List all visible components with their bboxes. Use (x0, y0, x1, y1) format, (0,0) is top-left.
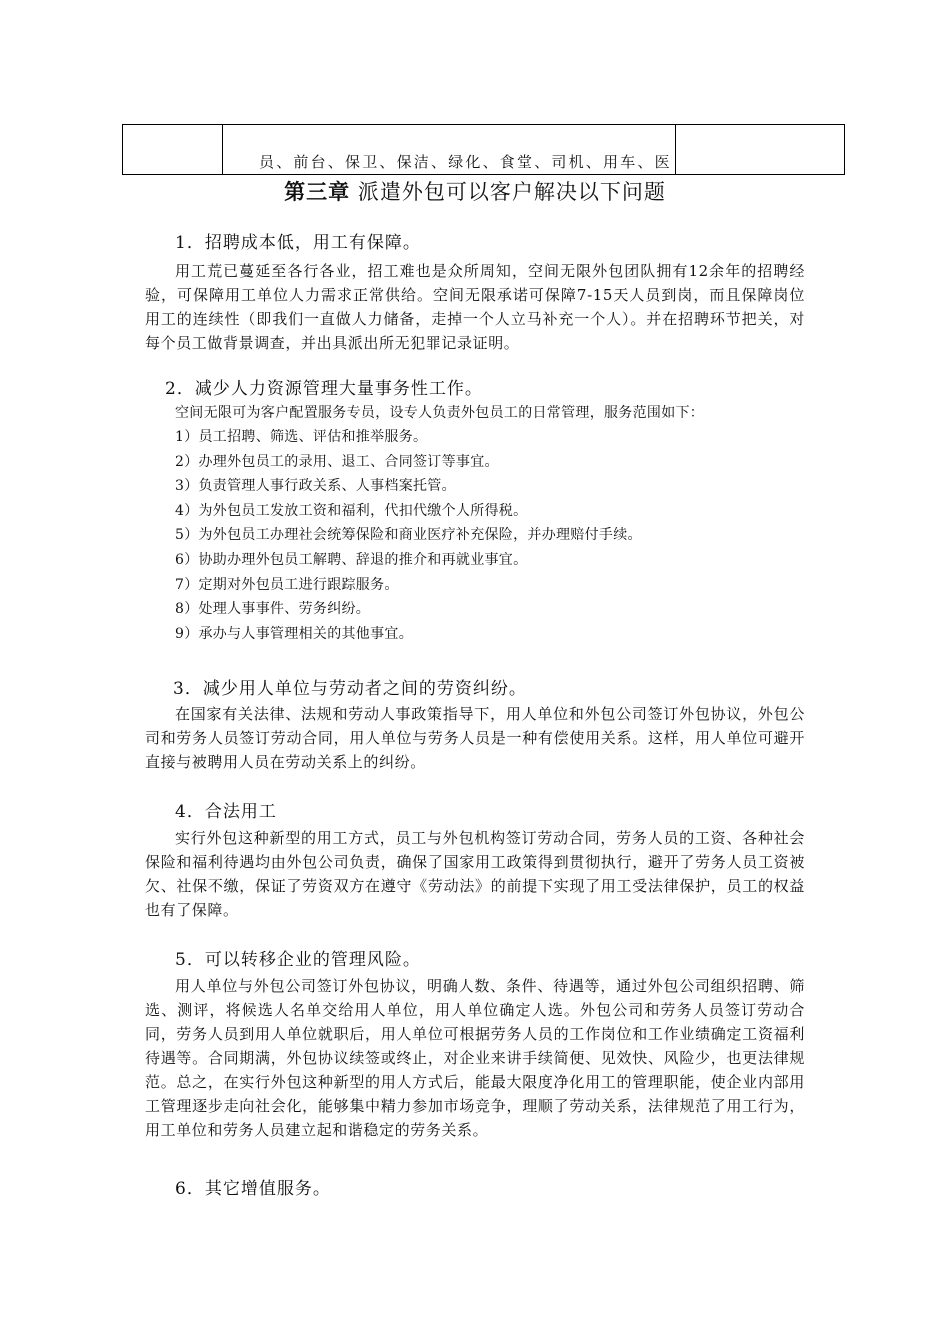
chapter-number: 第三章 (284, 179, 351, 204)
section-3 (145, 674, 805, 774)
section-4 (145, 797, 805, 922)
list-item: 1）员工招聘、筛选、评估和推举服务。 (175, 429, 428, 445)
list-item: 6）协助办理外包员工解聘、辞退的推介和再就业事宜。 (175, 551, 528, 568)
section-body: 用工荒已蔓延至各行各业，招工难也是众所周知，空间无限外包团队拥有12余年的招聘经验，可保障用工单位人力需求正常供给。空间无限承诺可保障7-15天人员到岗，而且保障岗位用工的连续性（即我们一直做人力储备，走掉一个人立马补充一个人）。并在招聘环节把关，对每个员工做背景调查，并出具派出所无犯罪记录证明。 (145, 262, 805, 352)
section-1 (145, 228, 805, 355)
chapter-heading (0, 176, 950, 206)
table-cell-left (123, 125, 223, 174)
list-item: 2）办理外包员工的录用、退工、合同签订等事宜。 (175, 453, 499, 470)
list-item: 8）处理人事事件、劳务纠纷。 (175, 601, 371, 618)
list-item: 9）承办与人事管理相关的其他事宜。 (175, 625, 414, 642)
list-item: 4）为外包员工发放工资和福利，代扣代缴个人所得税。 (175, 502, 528, 519)
section-intro: 空间无限可为客户配置服务专员，设专人负责外包员工的日常管理，服务范围如下： (175, 405, 705, 421)
table-cell-text: 员、前台、保卫、保洁、绿化、食堂、司机、用车、医 (259, 153, 672, 171)
section-6 (145, 1174, 805, 1199)
service-list (145, 425, 805, 646)
section-title: 3．减少用人单位与劳动者之间的劳资纠纷。 (173, 679, 527, 699)
section-title: 2．减少人力资源管理大量事务性工作。 (165, 379, 483, 399)
list-item: 7）定期对外包员工进行跟踪服务。 (175, 576, 399, 593)
section-title: 4．合法用工 (175, 802, 277, 822)
table-cell-right (676, 125, 844, 174)
section-body: 在国家有关法律、法规和劳动人事政策指导下，用人单位和外包公司签订外包协议，外包公司和劳务人员签订劳动合同，用人单位与劳务人员是一种有偿使用关系。这样，用人单位可避开直接与被聘用人员在劳动关系上的纠纷。 (145, 705, 805, 771)
section-5 (145, 945, 805, 1142)
chapter-title: 派遣外包可以客户解决以下问题 (357, 180, 666, 204)
section-title: 6．其它增值服务。 (175, 1179, 331, 1199)
section-title: 1．招聘成本低，用工有保障。 (175, 233, 421, 253)
section-body: 用人单位与外包公司签订外包协议，明确人数、条件、待遇等，通过外包公司组织招聘、筛选、测评，将候选人名单交给用人单位，用人单位确定人选。外包公司和劳务人员签订劳动合同，劳务人员到用人单位就职后，用人单位可根据劳务人员的工作岗位和工作业绩确定工资福利待遇等。合同期满，外包协议续签或终止，对企业来讲手续简便、见效快、风险少，也更法律规范。总之，在实行外包这种新型的用人方式后，能最大限度净化用工的管理职能，使企业内部用工管理逐步走向社会化，能够集中精力参加市场竞争，理顺了劳动关系，法律规范了用工行为，用工单位和劳务人员建立起和谐稳定的劳务关系。 (145, 977, 805, 1139)
list-item: 5）为外包员工办理社会统筹保险和商业医疗补充保险，并办理赔付手续。 (175, 527, 642, 544)
table-cell-middle (223, 125, 676, 174)
table-fragment (122, 124, 845, 175)
section-body: 实行外包这种新型的用工方式，员工与外包机构签订劳动合同，劳务人员的工资、各种社会保险和福利待遇均由外包公司负责，确保了国家用工政策得到贯彻执行，避开了劳务人员工资被欠、社保不缴，保证了劳资双方在遵守《劳动法》的前提下实现了用工受法律保护，员工的权益也有了保障。 (145, 829, 805, 919)
section-2 (145, 374, 805, 646)
list-item: 3）负责管理人事行政关系、人事档案托管。 (175, 478, 456, 495)
section-title: 5．可以转移企业的管理风险。 (175, 950, 421, 970)
